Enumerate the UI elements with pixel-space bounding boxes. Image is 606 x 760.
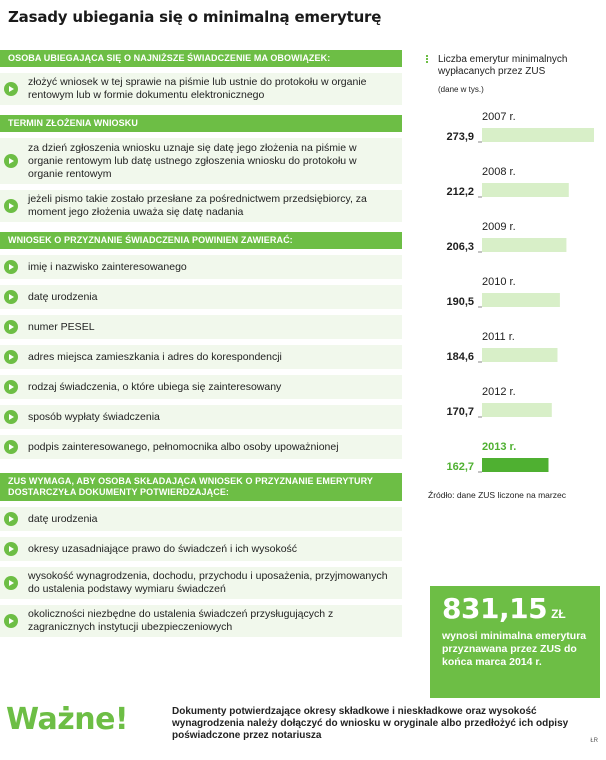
value-label: 184,6	[446, 351, 474, 363]
arrow-icon	[4, 154, 18, 168]
list-item	[0, 605, 402, 637]
list-item	[0, 567, 402, 599]
minimum-pension-highlight	[430, 586, 600, 698]
list-item	[0, 255, 402, 279]
list-item	[0, 375, 402, 399]
arrow-icon	[4, 290, 18, 304]
arrow-icon	[4, 320, 18, 334]
list-item-text: okresy uzasadniające prawo do świadczeń i ich wysokość	[28, 542, 298, 555]
arrow-icon	[4, 410, 18, 424]
pension-bar-chart	[420, 108, 600, 478]
year-label: 2012 r.	[482, 386, 516, 398]
section-header-application-contents: WNIOSEK O PRZYZNANIE ŚWIADCZENIA POWINIEN ZAWIERAĆ:	[0, 232, 402, 249]
chart-source: Źródło: dane ZUS liczone na marzec	[428, 490, 566, 500]
year-label: 2010 r.	[482, 276, 516, 288]
arrow-icon	[4, 576, 18, 590]
bar	[482, 238, 566, 252]
arrow-icon	[4, 350, 18, 364]
section-header-obligation: OSOBA UBIEGAJĄCA SIĘ O NAJNIŻSZE ŚWIADCZENIE MA OBOWIĄZEK:	[0, 50, 402, 67]
value-label: 162,7	[446, 461, 474, 473]
value-label: 206,3	[446, 241, 474, 253]
author-initials: ŁR	[590, 738, 598, 744]
arrow-icon	[4, 199, 18, 213]
list-item-text: za dzień zgłoszenia wniosku uznaje się datę jego złożenia na piśmie w organie rentowym lub datę ustnego zgłoszenia wniosku do protokołu w organie rentowym	[28, 141, 357, 180]
list-item	[0, 285, 402, 309]
arrow-icon	[4, 614, 18, 628]
year-label: 2009 r.	[482, 221, 516, 233]
bar	[482, 293, 560, 307]
arrow-icon	[4, 380, 18, 394]
value-label: 212,2	[446, 186, 474, 198]
chart-title: Liczba emerytur minimalnych wypłacanych przez ZUS	[438, 54, 568, 77]
bar	[482, 128, 594, 142]
important-label: Ważne!	[6, 702, 129, 737]
important-note: Dokumenty potwierdzające okresy składkowe i nieskładkowe oraz wysokość wynagrodzenia należy dołączyć do wniosku w oryginale albo przedłożyć ich odpisy poświadczone przez notariusza	[172, 706, 569, 741]
list-item-text: wysokość wynagrodzenia, dochodu, przychodu i uposażenia, przyjmowanych do ustalenia podstawy wymiaru świadczeń	[28, 570, 388, 595]
chart-subtitle: (dane w tys.)	[438, 85, 484, 94]
list-item-text: adres miejsca zamieszkania i adres do korespondencji	[28, 350, 282, 363]
list-item-text: numer PESEL	[28, 320, 95, 333]
list-item-text: datę urodzenia	[28, 512, 98, 525]
list-item-text: rodzaj świadczenia, o które ubiega się zainteresowany	[28, 380, 282, 393]
bar	[482, 458, 549, 472]
arrow-icon	[4, 82, 18, 96]
list-item	[0, 138, 402, 184]
list-item	[0, 405, 402, 429]
list-item-text: imię i nazwisko zainteresowanego	[28, 260, 187, 273]
list-item	[0, 315, 402, 339]
list-item	[0, 435, 402, 459]
section-header-deadline: TERMIN ZŁOŻENIA WNIOSKU	[0, 115, 402, 132]
list-item	[0, 537, 402, 561]
page-title: Zasady ubiegania się o minimalną emeryturę	[8, 8, 382, 26]
arrow-icon	[4, 542, 18, 556]
list-item-text: datę urodzenia	[28, 290, 98, 303]
year-label: 2011 r.	[482, 331, 515, 343]
list-item-text: złożyć wniosek w tej sprawie na piśmie lub ustnie do protokołu w organie rentowym lub w formie dokumentu elektronicznego	[28, 76, 367, 101]
list-item	[0, 190, 402, 222]
list-item-text: sposób wypłaty świadczenia	[28, 410, 160, 423]
list-item	[0, 507, 402, 531]
year-label: 2008 r.	[482, 166, 516, 178]
list-item-text: okoliczności niezbędne do ustalenia świadczeń przysługujących z zagranicznych instytucji ubezpieczeniowych	[28, 608, 334, 633]
highlight-number: 831,15	[442, 592, 548, 625]
year-label: 2007 r.	[482, 111, 516, 123]
value-label: 273,9	[446, 131, 474, 143]
highlight-unit: ZŁ	[551, 607, 566, 621]
arrow-icon	[4, 260, 18, 274]
list-item	[0, 345, 402, 369]
list-item-text: podpis zainteresowanego, pełnomocnika albo osoby upoważnionej	[28, 440, 339, 453]
chart-title-block	[428, 54, 606, 96]
bar	[482, 348, 558, 362]
bar	[482, 403, 552, 417]
value-label: 170,7	[446, 406, 474, 418]
list-item-text: jeżeli pismo takie zostało przesłane za pośrednictwem przedsiębiorcy, za moment jego złożenia uważa się datę nadania	[28, 193, 367, 218]
value-label: 190,5	[446, 296, 474, 308]
year-label: 2013 r.	[482, 441, 517, 453]
dotted-marker-icon	[426, 55, 434, 63]
bar	[482, 183, 569, 197]
requirements-panel	[0, 50, 402, 637]
highlight-text: wynosi minimalna emerytura przyznawana przez ZUS do końca marca 2014 r.	[442, 630, 587, 668]
list-item	[0, 73, 402, 105]
section-header-required-documents: ZUS WYMAGA, ABY OSOBA SKŁADAJĄCA WNIOSEK O PRZYZNANIE EMERYTURY DOSTARCZYŁA DOKUMENTY POTWIERDZAJĄCE:	[0, 473, 402, 501]
arrow-icon	[4, 440, 18, 454]
arrow-icon	[4, 512, 18, 526]
